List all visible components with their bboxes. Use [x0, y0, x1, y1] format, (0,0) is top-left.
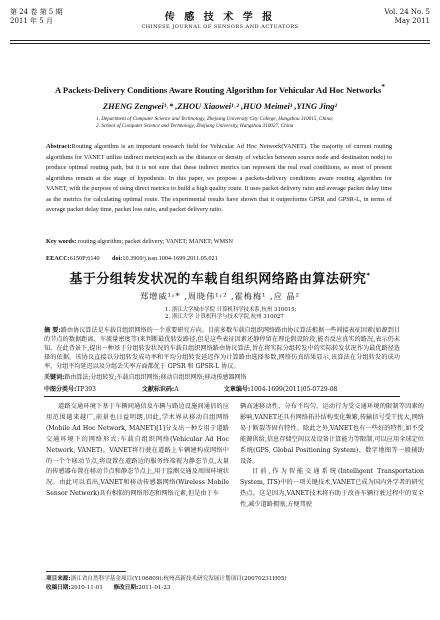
doccode-label: 文献标识码: [141, 386, 175, 393]
fund-label: 项目来源: [46, 576, 71, 582]
chinese-affiliation-1: 1. 浙江大学城市学院 计算机科学技术系,杭州 310015; [165, 307, 297, 313]
footnotes [46, 575, 426, 592]
english-affiliations [96, 116, 396, 130]
received-label: 收稿日期: [46, 584, 71, 591]
english-keywords-label: Key words: [46, 238, 77, 245]
doccode-value: A [174, 386, 179, 393]
chinese-keywords [44, 372, 400, 381]
chinese-affiliations [165, 307, 345, 321]
body-left-column [46, 402, 229, 500]
chinese-title-text: 基于分组转发状况的车载自组织网络路由算法研究 [69, 272, 367, 287]
english-title-mark: * [381, 83, 385, 91]
body-right-column [240, 402, 424, 511]
english-title [10, 82, 430, 96]
english-abstract-label: Abstract: [46, 143, 72, 150]
fund-line [46, 575, 426, 584]
revised-date: 2011-01-23 [138, 584, 171, 591]
volume-cn: 第 24 卷 第 5 期 [10, 8, 63, 16]
eeacc-doi-line [46, 255, 392, 262]
doi-label: doi: [112, 255, 123, 262]
chinese-abstract [44, 326, 400, 371]
body-separator [44, 396, 400, 397]
body-right-paragraph-1: 辆高速移动性、分布不均匀、运动行为受交通环境的限制等因素的影响,VANET还具有网络拓扑结构变化频繁,传输信号受干扰大,网络易于断裂等固有特性。除此之外,VANET也有一些好的特性,如不受能源供给,信息存储空间以及设备计算能力等限制,可以应用全球定位系统(GPS, Global Positioning System)、数字地图等一般辅助设备。 [240, 403, 424, 465]
date-en: May 2011 [394, 17, 430, 25]
volume-en: Vol. 24 No. 5 [384, 8, 430, 16]
chinese-abstract-text: 路由协议算法是车载自组织网络的一个重要研究方向。目前多数车载自组织网络路由协议算法根据一些间接表征因素(如源到目的节点的数据距离、车流量密度等)来判断最优转发路径,但是这些表征因素还静停留在理论假设阶段,能否反应真实的路况,表示仍未知。在此背景下,提出一种基于分组转发状况的车载自组织网络路由协议算法,旨在将实际分组转发中的实际转发状况作为最优路径选择的依据。该协议直接以分组转发成功率和平均分组转发延迟作为计算路由选择参数,网络仿真结果显示,该算法在分组转发的成功率、分组平均延迟以及分组丢失率方面都优于 GPSR 和 GPSR-L 协议。 [44, 327, 400, 370]
chinese-affiliation-2: 2. 浙江大学 计算机科学与技术学院,杭州 310027 [165, 314, 284, 320]
revised-label: 修改日期: [113, 584, 139, 591]
dates-line [46, 584, 426, 593]
english-abstract [46, 142, 392, 216]
english-abstract-text: Routing algorithm is an important research field for Vehicular Ad Hoc Network(VANET). The majority of current routing algorithms for VANET utilize indirect metrics(such as the distance or density of vehicles between source node and destination node) to produce optimal routing path, but it is not sure that these indirect metrics can represent the real road conditions, so most of present algorithms remain at the stage of hypothesis. In this paper, we propose a packets-delivery conditions aware routing algorithm for VANET, with the purpose of using direct metrics to build a high quality route. It uses packet delivery ratio and average packet delay time as the metrics for calculating optimal route. The experimental results have shown that it outperforms GPSR and GPSR-L, in terms of average packet delay time, packet loss ratio, and packet delivery ratio. [46, 143, 392, 213]
english-affiliation-1: 1. Department of Computer Science and Technology, Zhejiang University City College, Hangzhou 310015, China; [96, 116, 334, 122]
date-cn: 2011 年 5 月 [10, 17, 53, 25]
english-authors: ZHENG Zengwei¹˒* ,ZHOU Xiaowei¹˒² ,HUO Meimei¹ ,YING Jing² [102, 102, 337, 111]
fund-text: 浙江省自然科学基金项目(Y106809);杭州高新技术研究发展计划项目(20070231H05) [70, 576, 287, 582]
english-affiliation-2: 2. School of Computer Science and Technology, Zhejiang University, Hangzhou 310027, China [96, 123, 294, 129]
received-date: 2010-11-01 [70, 584, 103, 591]
chinese-abstract-label: 摘 要: [44, 327, 61, 334]
article-number-value: 1004-1699(2011)05-0729-08 [250, 386, 338, 393]
clc-value: TP393 [76, 386, 96, 393]
chinese-title [10, 268, 430, 287]
english-keywords-text: routing algorithm; packet delivery; VANET; MANET; WMSN [77, 238, 233, 245]
eeacc-label: EEACC: [46, 255, 70, 262]
header-right [384, 8, 430, 26]
chinese-title-mark: * [366, 271, 371, 280]
header-rule [10, 40, 430, 41]
chinese-keywords-text: 路由算法;分组转发;车载自组织网络;移动自组织网络;移动传感器网络 [64, 374, 247, 381]
article-number-label: 文章编号: [223, 386, 251, 393]
doi-value: 10.3969/j.issn.1004-1699.2011.05.021 [122, 255, 218, 262]
body-right-paragraph-2: 目前,作为智能交通系统(Intelligent Transportation System, ITS)中的一项关键技术,VANET已成为国内外学者的研究热点。这是因为,VANET技术将有助于改善车辆行驶过程中的安全性,减少道路拥塞,方便驾驶 [240, 468, 424, 509]
english-title-text: A Packets-Delivery Conditions Aware Routing Algorithm for Vehicular Ad Hoc Networks [55, 84, 382, 95]
chinese-keywords-label: 关键词: [44, 374, 65, 381]
journal-header [10, 8, 430, 38]
clc-label: 中图分类号: [44, 386, 77, 393]
english-keywords [46, 237, 392, 246]
classification-line [44, 384, 400, 393]
footnote-rule [46, 571, 126, 572]
chinese-authors: 郑增威¹˒* ,周晓伟¹˒² ,霍梅梅¹ ,应 晶² [140, 291, 300, 301]
header-center [10, 8, 430, 30]
journal-name-cn: 传 感 技 术 学 报 [164, 12, 276, 23]
header-rule-thin [10, 43, 430, 44]
journal-name-en: CHINESE JOURNAL OF SENSORS AND ACTUATORS [141, 24, 299, 30]
body-left-paragraph: 道路交通环境下基于车辆间通信及车辆与路边设施间通信的应用范围越来越广,前景也日益明朗,因此,学术界从移动自组网络(Mobile Ad Hoc Network, MANET)[1]分支出一种专用于道路交通环境下的网络形式:车载自组织网络(Vehicular Ad Hoc Network, VANET)。VANET将行驶在道路上车辆建构成网络中的一个个移动节点,将设置在道路边的服务终端视为静态节点,大量的传感器布置在移动节点和静态节点上,用于监测交通及周围环境状况。由此可以看出,VANET和移动传感器网络(Wireless Mobile Sensor Network)具有相似的网络形态和网络元素,但是由于车 [46, 403, 229, 498]
eeacc-value: 6150P;6140 [69, 255, 100, 262]
